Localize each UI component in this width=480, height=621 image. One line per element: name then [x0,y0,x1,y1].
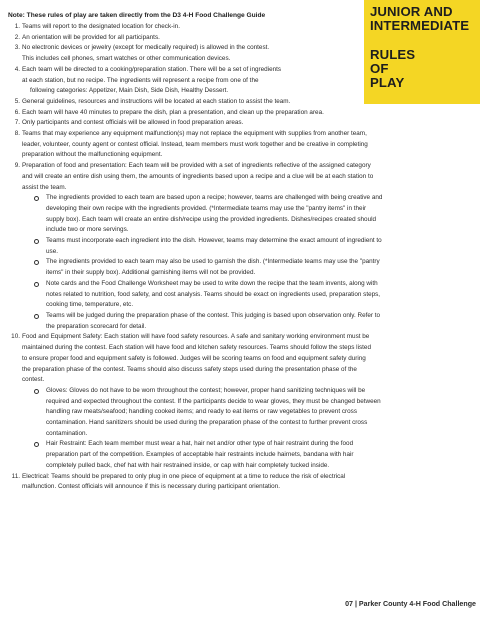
rule-continuation: contest. [22,376,45,384]
sub-bullet-continuation: required and expected throughout the contest. If the participants decide to wear gloves, they must be changed between [46,397,381,405]
bullet-circle-icon [34,196,39,201]
rule-item: 8. Teams that may experience any equipment malfunction(s) may not replace the equipment with supplies from another team, [14,130,367,138]
sub-bullet-continuation: use. [46,247,58,255]
sub-bullet-continuation: contamination. [46,429,88,437]
page-footer: 07 | Parker County 4-H Food Challenge [345,600,476,608]
rule-continuation: malfunction. Contest officials will announce if this is necessary during participant orientation. [22,483,280,491]
sub-bullet-continuation: contamination. Hand sanitizers should be used during the preparation phase of the contest to further prevent cross [46,419,368,427]
rule-continuation: preparation without the malfunctioning equipment. [22,151,163,159]
rule-item: 5. General guidelines, resources and instructions will be located at each station to assist the team. [14,97,291,105]
sub-bullet: Gloves: Gloves do not have to be worn throughout the contest; however, proper hand sanitizing techniques will be [8,386,476,397]
sub-bullet-continuation: notes related to nutrition, food safety, and cost analysis. Teams should be exact on ingredients used, preparation steps, [46,290,381,298]
rule-continuation: and will create an entire dish using them, the amounts of ingredients based upon a recipe and a clue will be at each station to [22,172,374,180]
sub-bullet-continuation: completely pulled back, chef hat with hair restrained inside, or cap with hair completely tucked inside. [46,461,330,469]
rules-list [8,22,476,493]
banner-subtitle-line: PLAY [370,75,405,90]
sub-bullet: The ingredients provided to each team are based upon a recipe; however, teams are challenged with being creative and [8,193,476,204]
banner-title-line: JUNIOR AND [370,4,453,19]
source-note: Note: These rules of play are taken directly from the D3 4-H Food Challenge Guide [8,12,266,19]
rule-continuation: maintained during the contest. Each station will have food and kitchen safety resources. Teams should follow the steps listed [22,344,371,352]
sub-bullet-continuation: preparation part of the competition. Examples of acceptable hair restraints include hairnets, bandana with hair [46,451,354,459]
bullet-circle-icon [34,239,39,244]
rule-item: 10. Food and Equipment Safety: Each station will have food safety resources. A safe and sanitary working environment must be [11,333,370,341]
bullet-circle-icon [34,389,39,394]
bullet-circle-icon [34,260,39,265]
sub-bullet-continuation: developing their own recipe with the ingredients provided. (*Intermediate teams may use the "pantry items" in their [46,204,367,212]
rule-item: 2. An orientation will be provided for all participants. [14,33,160,41]
rule-continuation: to ensure proper food and equipment safety is followed. Judges will be scoring teams on food and equipment safety during [22,354,366,362]
rule-item: 6. Each team will have 40 minutes to prepare the dish, plan a presentation, and clean up the preparation area. [14,108,324,116]
sub-bullet: The ingredients provided to each team may also be used to garnish the dish. (*Intermediate teams may use the "pantry [8,257,476,268]
banner-subtitle-line: RULES [370,47,416,62]
rule-continuation: following categories: Appetizer, Main Dish, Side Dish, Healthy Dessert. [30,87,229,95]
sub-bullet-continuation: cooking time, temperature, etc. [46,301,134,309]
rule-item: 4. Each team will be directed to a cooking/preparation station. There will be a set of ingredients [14,65,282,73]
sub-bullet: Teams will be judged during the preparation phase of the contest. This judging is based upon observation only. Refer to [8,311,476,322]
rule-continuation: assist the team. [22,183,67,191]
sub-bullet-continuation: items" in their supply box). Additional garnishing items will not be provided. [46,269,256,277]
sub-bullet: Note cards and the Food Challenge Worksheet may be used to write down the recipe that the team invents, along with [8,279,476,290]
banner-subtitle-line: OF [370,61,389,76]
rule-item: 3. No electronic devices or jewelry (except for medically required) is allowed in the contest. [14,44,270,52]
sub-bullet: Teams must incorporate each ingredient into the dish. However, teams may determine the exact amount of ingredient to [8,236,476,247]
rule-continuation: leader, volunteer, county agent or contest official. Instead, team members must work together and be creative in completing [22,140,368,148]
rule-continuation: at each station, but no recipe. The ingredients will represent a recipe from one of the [22,76,259,84]
sub-bullet-continuation: supply box). Each team will create an entire dish/recipe using the provided ingredients. Dishes/recipes created should [46,215,377,223]
bullet-circle-icon [34,442,39,447]
sub-bullet: Hair Restraint: Each team member must wear a hat, hair net and/or other type of hair restraint during the food [8,439,476,450]
rule-continuation: the preparation phase of the contest. Teams should also discuss safety steps used during the presentation phase of the [22,365,357,373]
bullet-circle-icon [34,314,39,319]
bullet-circle-icon [34,282,39,287]
banner-title-line: INTERMEDIATE [370,18,470,33]
sub-bullet-continuation: handling raw meats/seafood; handling cooked items; and ready to eat items or raw vegetables to prevent cross [46,408,358,416]
sub-bullet-continuation: include two or more servings. [46,226,129,234]
rule-item: 11. Electrical: Teams should be prepared to only plug in one piece of equipment at a time to reduce the risk of electrical [11,472,346,480]
rule-item: 1. Teams will report to the designated location for check-in. [14,23,180,30]
sub-bullet-continuation: the preparation scorecard for detail. [46,322,147,330]
rule-item: 9. Preparation of food and presentation: Each team will be provided with a set of ingredients reflective of the assigned category [14,162,371,170]
rule-continuation: This includes cell phones, smart watches or other communication devices. [22,55,231,63]
rule-item: 7. Only participants and contest officials will be allowed in food preparation areas. [14,119,244,127]
